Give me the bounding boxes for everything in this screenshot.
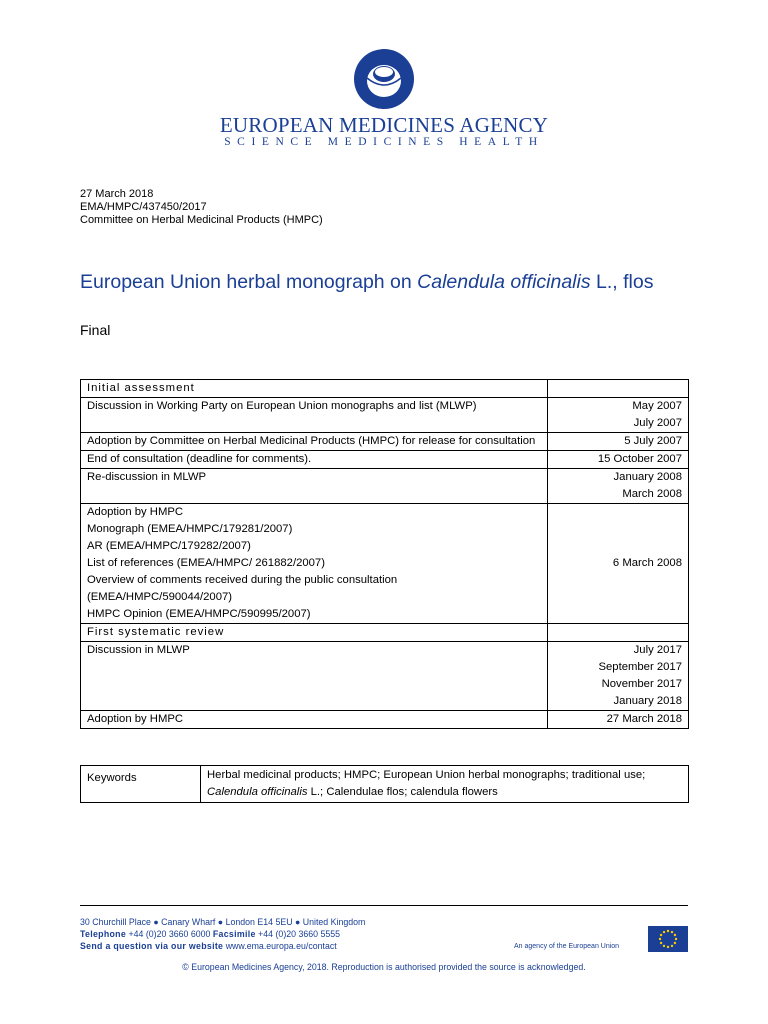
flag-star: [663, 945, 665, 947]
keywords-label: Keywords: [81, 766, 201, 803]
date-cell: 15 October 2007: [548, 451, 689, 469]
date-value: January 2008: [613, 471, 682, 483]
event-line: Overview of comments received during the public consultation: [87, 574, 398, 586]
date-cell: [548, 380, 689, 398]
keywords-table: [80, 765, 689, 803]
footer-web-line: [80, 940, 365, 952]
flag-star: [663, 931, 665, 933]
table-row: [81, 469, 689, 504]
question-label: Send a question via our website: [80, 941, 224, 951]
agency-tagline: SCIENCE MEDICINES HEALTH: [224, 136, 544, 148]
event-cell: Discussion in MLWP: [81, 642, 548, 711]
website-link[interactable]: www.ema.europa.eu/contact: [223, 941, 337, 951]
ema-logo-icon: [353, 48, 415, 110]
date-value: March 2008: [622, 488, 682, 500]
event-line: Monograph (EMEA/HMPC/179281/2007): [87, 523, 293, 535]
event-cell: [81, 504, 548, 624]
keywords-text: Herbal medicinal products; HMPC; European Union herbal monographs; traditional use;: [207, 769, 646, 781]
title-part-2: L., flos: [590, 271, 654, 293]
table-row: [81, 380, 689, 398]
date-cell: [548, 642, 689, 711]
event-cell: Re-discussion in MLWP: [81, 469, 548, 504]
flag-star: [674, 934, 676, 936]
section-heading: First systematic review: [81, 624, 548, 642]
document-reference: EMA/HMPC/437450/2017: [80, 201, 207, 213]
date-value: November 2017: [601, 678, 682, 690]
eu-flag-icon: [648, 926, 688, 952]
table-row: [81, 451, 689, 469]
document-date: 27 March 2018: [80, 188, 154, 200]
section-heading: Initial assessment: [81, 380, 548, 398]
footer-divider: [80, 905, 688, 906]
facsimile-number: +44 (0)20 3660 5555: [255, 929, 341, 939]
footer-contact: [80, 916, 365, 952]
committee-name: Committee on Herbal Medicinal Products (HMPC): [80, 214, 323, 226]
telephone-number: +44 (0)20 3660 6000: [126, 929, 213, 939]
flag-star: [667, 930, 669, 932]
table-row: [81, 433, 689, 451]
date-cell: [548, 624, 689, 642]
agency-eu-note: An agency of the European Union: [514, 943, 620, 950]
footer-address: 30 Churchill Place ● Canary Wharf ● London E14 5EU ● United Kingdom: [80, 917, 366, 927]
flag-star: [660, 934, 662, 936]
date-cell: 27 March 2018: [548, 711, 689, 729]
date-value: July 2007: [633, 417, 682, 429]
event-cell: End of consultation (deadline for comments).: [81, 451, 548, 469]
flag-star: [667, 946, 669, 948]
document-meta: [80, 188, 323, 227]
event-cell: Adoption by HMPC: [81, 711, 548, 729]
table-row: [81, 766, 689, 803]
document-status: Final: [80, 322, 111, 338]
flag-star: [674, 942, 676, 944]
event-line: HMPC Opinion (EMEA/HMPC/590995/2007): [87, 608, 311, 620]
date-value: July 2017: [633, 644, 682, 656]
event-line: AR (EMEA/HMPC/179282/2007): [87, 540, 251, 552]
flag-star: [671, 945, 673, 947]
event-cell: Discussion in Working Party on European Union monographs and list (MLWP): [81, 398, 548, 433]
event-cell: Adoption by Committee on Herbal Medicinal Products (HMPC) for release for consultation: [81, 433, 548, 451]
copyright-notice: © European Medicines Agency, 2018. Reproduction is authorised provided the source is acknowledged.: [182, 962, 586, 972]
flag-star: [675, 938, 677, 940]
table-row: [81, 711, 689, 729]
ema-logo: [0, 48, 768, 110]
flag-star: [660, 942, 662, 944]
event-line: List of references (EMEA/HMPC/ 261882/2007): [87, 557, 325, 569]
keywords-text-end: L.; Calendulae flos; calendula flowers: [307, 786, 498, 798]
date-value: January 2018: [613, 695, 682, 707]
event-line: Adoption by HMPC: [87, 506, 184, 518]
table-row: [81, 504, 689, 624]
date-cell: [548, 398, 689, 433]
date-cell: 5 July 2007: [548, 433, 689, 451]
date-value: May 2007: [632, 400, 682, 412]
date-cell: 6 March 2008: [548, 504, 689, 624]
table-row: [81, 624, 689, 642]
agency-name: EUROPEAN MEDICINES AGENCY: [219, 113, 549, 137]
date-value: September 2017: [598, 661, 682, 673]
event-line: (EMEA/HMPC/590044/2007): [87, 591, 233, 603]
date-cell: [548, 469, 689, 504]
keywords-species: Calendula officinalis: [207, 786, 308, 798]
history-table: [80, 379, 689, 729]
flag-star: [659, 938, 661, 940]
footer-phone-line: [80, 928, 365, 940]
flag-star: [671, 931, 673, 933]
title-species: Calendula officinalis: [417, 271, 591, 293]
table-row: [81, 642, 689, 711]
document-title: [80, 270, 680, 294]
telephone-label: Telephone: [80, 929, 127, 939]
keywords-value: [201, 766, 689, 803]
title-part-1: European Union herbal monograph on: [80, 271, 418, 293]
facsimile-label: Facsimile: [212, 929, 256, 939]
table-row: [81, 398, 689, 433]
